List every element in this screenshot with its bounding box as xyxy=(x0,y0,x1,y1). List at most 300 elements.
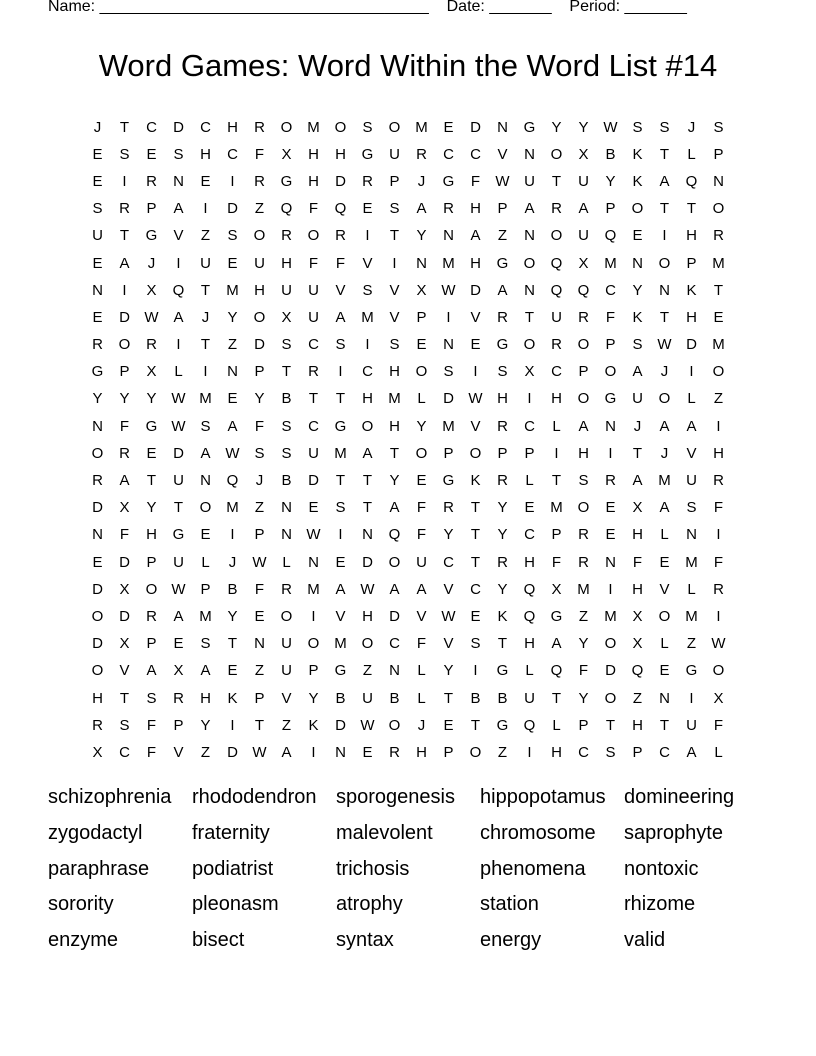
grid-cell[interactable]: K xyxy=(632,308,643,326)
grid-cell[interactable]: O xyxy=(145,580,158,598)
grid-cell[interactable]: H xyxy=(362,607,373,625)
grid-cell[interactable]: T xyxy=(335,390,346,408)
grid-cell[interactable]: A xyxy=(389,580,400,598)
grid-cell[interactable]: X xyxy=(119,580,130,598)
grid-cell[interactable]: A xyxy=(524,200,535,218)
grid-cell[interactable]: P xyxy=(632,743,643,761)
grid-cell[interactable]: O xyxy=(469,444,482,462)
grid-cell[interactable]: R xyxy=(497,472,508,490)
grid-cell[interactable]: U xyxy=(686,716,697,734)
grid-cell[interactable]: B xyxy=(281,390,292,408)
grid-cell[interactable]: X xyxy=(146,363,157,381)
grid-cell[interactable]: J xyxy=(93,118,102,136)
grid-cell[interactable]: M xyxy=(199,607,212,625)
grid-cell[interactable]: I xyxy=(446,308,451,326)
grid-cell[interactable]: N xyxy=(686,526,697,544)
grid-cell[interactable]: S xyxy=(497,363,508,381)
grid-cell[interactable]: D xyxy=(470,118,481,136)
grid-cell[interactable]: F xyxy=(335,254,346,272)
grid-cell[interactable]: T xyxy=(659,308,670,326)
grid-cell[interactable]: H xyxy=(632,580,643,598)
grid-cell[interactable]: F xyxy=(713,716,724,734)
grid-cell[interactable]: K xyxy=(497,607,508,625)
grid-cell[interactable]: M xyxy=(199,390,212,408)
grid-cell[interactable]: D xyxy=(92,580,103,598)
grid-cell[interactable]: I xyxy=(554,444,559,462)
grid-cell[interactable]: I xyxy=(311,743,316,761)
grid-cell[interactable]: J xyxy=(228,553,237,571)
grid-cell[interactable]: R xyxy=(146,336,157,354)
grid-cell[interactable]: E xyxy=(605,526,616,544)
grid-cell[interactable]: T xyxy=(389,444,400,462)
grid-cell[interactable]: I xyxy=(230,526,235,544)
grid-cell[interactable]: P xyxy=(389,172,400,190)
grid-cell[interactable]: L xyxy=(552,417,561,435)
grid-cell[interactable]: N xyxy=(443,336,454,354)
grid-cell[interactable]: N xyxy=(659,689,670,707)
grid-cell[interactable]: O xyxy=(388,118,401,136)
grid-cell[interactable]: T xyxy=(659,145,670,163)
grid-cell[interactable]: S xyxy=(686,499,697,517)
grid-cell[interactable]: T xyxy=(119,227,130,245)
grid-cell[interactable]: A xyxy=(578,417,589,435)
grid-cell[interactable]: Q xyxy=(226,472,239,490)
grid-cell[interactable]: H xyxy=(308,145,319,163)
grid-cell[interactable]: T xyxy=(200,336,211,354)
grid-cell[interactable]: E xyxy=(146,145,157,163)
grid-cell[interactable]: T xyxy=(308,390,319,408)
grid-cell[interactable]: O xyxy=(388,716,401,734)
grid-cell[interactable]: D xyxy=(362,553,373,571)
grid-cell[interactable]: C xyxy=(524,417,535,435)
grid-cell[interactable]: D xyxy=(686,336,697,354)
grid-cell[interactable]: G xyxy=(280,172,293,190)
grid-cell[interactable]: D xyxy=(173,118,184,136)
grid-cell[interactable]: S xyxy=(146,689,157,707)
grid-cell[interactable]: L xyxy=(525,472,534,490)
grid-cell[interactable]: Q xyxy=(523,580,536,598)
grid-cell[interactable]: E xyxy=(659,662,670,680)
grid-cell[interactable]: E xyxy=(416,336,427,354)
grid-cell[interactable]: H xyxy=(470,254,481,272)
grid-cell[interactable]: V xyxy=(686,444,697,462)
grid-cell[interactable]: A xyxy=(200,662,211,680)
grid-cell[interactable]: O xyxy=(253,227,266,245)
grid-cell[interactable]: Z xyxy=(227,336,238,354)
grid-cell[interactable]: T xyxy=(659,716,670,734)
grid-cell[interactable]: R xyxy=(308,363,319,381)
grid-cell[interactable]: J xyxy=(147,254,156,272)
grid-cell[interactable]: O xyxy=(469,743,482,761)
grid-cell[interactable]: S xyxy=(389,200,400,218)
grid-cell[interactable]: T xyxy=(119,118,130,136)
grid-cell[interactable]: E xyxy=(92,553,103,571)
grid-cell[interactable]: C xyxy=(389,635,400,653)
grid-cell[interactable]: G xyxy=(334,417,347,435)
grid-cell[interactable]: N xyxy=(92,417,103,435)
grid-cell[interactable]: H xyxy=(281,254,292,272)
grid-cell[interactable]: E xyxy=(227,254,238,272)
grid-cell[interactable]: T xyxy=(551,689,562,707)
grid-cell[interactable]: O xyxy=(91,662,104,680)
grid-cell[interactable]: Q xyxy=(550,281,563,299)
grid-cell[interactable]: N xyxy=(524,145,535,163)
grid-cell[interactable]: S xyxy=(632,336,643,354)
grid-cell[interactable]: N xyxy=(281,526,292,544)
grid-cell[interactable]: M xyxy=(685,607,698,625)
grid-cell[interactable]: F xyxy=(254,580,265,598)
grid-cell[interactable]: N xyxy=(524,227,535,245)
grid-cell[interactable]: D xyxy=(254,336,265,354)
grid-cell[interactable]: R xyxy=(281,580,292,598)
grid-cell[interactable]: N xyxy=(254,635,265,653)
grid-cell[interactable]: Y xyxy=(605,172,616,190)
grid-cell[interactable]: P xyxy=(551,526,562,544)
grid-cell[interactable]: P xyxy=(200,580,211,598)
grid-cell[interactable]: Q xyxy=(631,662,644,680)
grid-cell[interactable]: T xyxy=(470,553,481,571)
grid-cell[interactable]: E xyxy=(362,200,373,218)
grid-cell[interactable]: U xyxy=(92,227,103,245)
grid-cell[interactable]: E xyxy=(362,743,373,761)
grid-cell[interactable]: C xyxy=(551,363,562,381)
grid-cell[interactable]: C xyxy=(119,743,130,761)
date-blank[interactable]: _______ xyxy=(489,0,552,15)
grid-cell[interactable]: E xyxy=(659,553,670,571)
grid-cell[interactable]: M xyxy=(550,499,563,517)
grid-cell[interactable]: N xyxy=(200,472,211,490)
grid-cell[interactable]: H xyxy=(713,444,724,462)
grid-cell[interactable]: Y xyxy=(119,390,130,408)
grid-cell[interactable]: F xyxy=(119,526,130,544)
grid-cell[interactable]: E xyxy=(146,444,157,462)
grid-cell[interactable]: A xyxy=(335,308,346,326)
grid-cell[interactable]: S xyxy=(362,118,373,136)
grid-cell[interactable]: M xyxy=(307,118,320,136)
grid-cell[interactable]: L xyxy=(174,363,183,381)
grid-cell[interactable]: U xyxy=(578,172,589,190)
grid-cell[interactable]: I xyxy=(203,200,208,218)
grid-cell[interactable]: P xyxy=(119,363,130,381)
grid-cell[interactable]: W xyxy=(171,580,186,598)
grid-cell[interactable]: E xyxy=(200,526,211,544)
grid-cell[interactable]: L xyxy=(687,390,696,408)
grid-cell[interactable]: R xyxy=(443,200,454,218)
grid-cell[interactable]: S xyxy=(335,499,346,517)
grid-cell[interactable]: U xyxy=(632,390,643,408)
grid-cell[interactable]: Z xyxy=(713,390,724,408)
grid-cell[interactable]: Y xyxy=(578,635,589,653)
grid-cell[interactable]: R xyxy=(254,118,265,136)
grid-cell[interactable]: X xyxy=(524,363,535,381)
grid-cell[interactable]: L xyxy=(282,553,291,571)
grid-cell[interactable]: O xyxy=(604,689,617,707)
grid-cell[interactable]: X xyxy=(146,281,157,299)
grid-cell[interactable]: L xyxy=(201,553,210,571)
grid-cell[interactable]: O xyxy=(658,390,671,408)
grid-cell[interactable]: D xyxy=(389,607,400,625)
grid-cell[interactable]: U xyxy=(524,172,535,190)
grid-cell[interactable]: I xyxy=(122,172,127,190)
grid-cell[interactable]: P xyxy=(146,553,157,571)
grid-cell[interactable]: P xyxy=(497,200,508,218)
grid-cell[interactable]: S xyxy=(119,145,130,163)
grid-cell[interactable]: O xyxy=(388,553,401,571)
grid-cell[interactable]: F xyxy=(254,417,265,435)
grid-cell[interactable]: Z xyxy=(254,200,265,218)
grid-cell[interactable]: H xyxy=(524,553,535,571)
grid-cell[interactable]: H xyxy=(389,363,400,381)
grid-cell[interactable]: A xyxy=(659,172,670,190)
grid-cell[interactable]: W xyxy=(171,390,186,408)
grid-cell[interactable]: D xyxy=(227,200,238,218)
grid-cell[interactable]: S xyxy=(281,336,292,354)
grid-cell[interactable]: W xyxy=(360,580,375,598)
grid-cell[interactable]: A xyxy=(416,200,427,218)
grid-cell[interactable]: B xyxy=(389,689,400,707)
grid-cell[interactable]: M xyxy=(604,607,617,625)
grid-cell[interactable]: B xyxy=(605,145,616,163)
grid-cell[interactable]: G xyxy=(685,662,698,680)
grid-cell[interactable]: Q xyxy=(280,200,293,218)
grid-cell[interactable]: Z xyxy=(497,743,508,761)
grid-cell[interactable]: V xyxy=(416,607,427,625)
grid-cell[interactable]: U xyxy=(308,308,319,326)
grid-cell[interactable]: I xyxy=(689,689,694,707)
grid-cell[interactable]: I xyxy=(716,526,721,544)
grid-cell[interactable]: H xyxy=(578,444,589,462)
grid-cell[interactable]: J xyxy=(660,363,669,381)
grid-cell[interactable]: T xyxy=(254,716,265,734)
grid-cell[interactable]: N xyxy=(713,172,724,190)
grid-cell[interactable]: E xyxy=(443,118,454,136)
grid-cell[interactable]: D xyxy=(92,499,103,517)
grid-cell[interactable]: T xyxy=(470,716,481,734)
grid-cell[interactable]: O xyxy=(712,363,725,381)
grid-cell[interactable]: Z xyxy=(497,227,508,245)
grid-cell[interactable]: N xyxy=(92,526,103,544)
grid-cell[interactable]: N xyxy=(605,553,616,571)
grid-cell[interactable]: U xyxy=(686,472,697,490)
grid-cell[interactable]: T xyxy=(200,281,211,299)
grid-cell[interactable]: P xyxy=(605,336,616,354)
grid-cell[interactable]: N xyxy=(308,553,319,571)
grid-cell[interactable]: T xyxy=(551,172,562,190)
grid-cell[interactable]: S xyxy=(281,444,292,462)
grid-cell[interactable]: C xyxy=(659,743,670,761)
grid-cell[interactable]: F xyxy=(416,635,427,653)
grid-cell[interactable]: H xyxy=(335,145,346,163)
grid-cell[interactable]: U xyxy=(173,472,184,490)
grid-cell[interactable]: N xyxy=(605,417,616,435)
grid-cell[interactable]: G xyxy=(145,227,158,245)
grid-cell[interactable]: Z xyxy=(578,607,589,625)
grid-cell[interactable]: E xyxy=(308,499,319,517)
grid-cell[interactable]: O xyxy=(334,118,347,136)
grid-cell[interactable]: O xyxy=(550,145,563,163)
grid-cell[interactable]: E xyxy=(200,172,211,190)
grid-cell[interactable]: R xyxy=(362,172,373,190)
grid-cell[interactable]: M xyxy=(712,254,725,272)
grid-cell[interactable]: X xyxy=(119,635,130,653)
grid-cell[interactable]: A xyxy=(200,444,211,462)
grid-cell[interactable]: A xyxy=(686,417,697,435)
grid-cell[interactable]: H xyxy=(362,390,373,408)
grid-cell[interactable]: I xyxy=(230,172,235,190)
grid-cell[interactable]: P xyxy=(173,716,184,734)
grid-cell[interactable]: X xyxy=(92,743,103,761)
grid-cell[interactable]: I xyxy=(338,526,343,544)
grid-cell[interactable]: X xyxy=(713,689,724,707)
grid-cell[interactable]: R xyxy=(497,417,508,435)
grid-cell[interactable]: Q xyxy=(550,662,563,680)
grid-cell[interactable]: H xyxy=(227,118,238,136)
grid-cell[interactable]: A xyxy=(632,363,643,381)
grid-cell[interactable]: V xyxy=(389,281,400,299)
grid-cell[interactable]: Y xyxy=(497,526,508,544)
grid-cell[interactable]: G xyxy=(496,716,509,734)
grid-cell[interactable]: P xyxy=(578,716,589,734)
grid-cell[interactable]: Z xyxy=(281,716,292,734)
grid-cell[interactable]: E xyxy=(632,227,643,245)
grid-cell[interactable]: J xyxy=(660,444,669,462)
grid-cell[interactable]: K xyxy=(227,689,238,707)
grid-cell[interactable]: S xyxy=(713,118,724,136)
grid-cell[interactable]: I xyxy=(473,662,478,680)
grid-cell[interactable]: T xyxy=(551,472,562,490)
grid-cell[interactable]: G xyxy=(442,172,455,190)
grid-cell[interactable]: R xyxy=(551,200,562,218)
grid-cell[interactable]: T xyxy=(146,472,157,490)
grid-cell[interactable]: T xyxy=(470,526,481,544)
grid-cell[interactable]: Z xyxy=(200,743,211,761)
grid-cell[interactable]: A xyxy=(416,580,427,598)
grid-cell[interactable]: I xyxy=(311,607,316,625)
grid-cell[interactable]: O xyxy=(658,607,671,625)
grid-cell[interactable]: M xyxy=(226,499,239,517)
grid-cell[interactable]: K xyxy=(308,716,319,734)
grid-cell[interactable]: F xyxy=(416,526,427,544)
grid-cell[interactable]: O xyxy=(199,499,212,517)
grid-cell[interactable]: O xyxy=(523,336,536,354)
grid-cell[interactable]: S xyxy=(578,472,589,490)
grid-cell[interactable]: E xyxy=(443,716,454,734)
grid-cell[interactable]: H xyxy=(200,145,211,163)
grid-cell[interactable]: X xyxy=(173,662,184,680)
grid-cell[interactable]: U xyxy=(281,662,292,680)
grid-cell[interactable]: C xyxy=(308,336,319,354)
grid-cell[interactable]: P xyxy=(713,145,724,163)
grid-cell[interactable]: P xyxy=(605,200,616,218)
grid-cell[interactable]: C xyxy=(524,526,535,544)
grid-cell[interactable]: Y xyxy=(416,227,427,245)
grid-cell[interactable]: O xyxy=(550,227,563,245)
grid-cell[interactable]: E xyxy=(173,635,184,653)
grid-cell[interactable]: O xyxy=(361,417,374,435)
grid-cell[interactable]: T xyxy=(497,635,508,653)
grid-cell[interactable]: U xyxy=(362,689,373,707)
grid-cell[interactable]: U xyxy=(254,254,265,272)
grid-cell[interactable]: C xyxy=(308,417,319,435)
grid-cell[interactable]: N xyxy=(389,662,400,680)
grid-cell[interactable]: D xyxy=(173,444,184,462)
grid-cell[interactable]: A xyxy=(389,499,400,517)
grid-cell[interactable]: I xyxy=(122,281,127,299)
grid-cell[interactable]: M xyxy=(658,472,671,490)
grid-cell[interactable]: D xyxy=(605,662,616,680)
grid-cell[interactable]: T xyxy=(173,499,184,517)
grid-cell[interactable]: T xyxy=(659,200,670,218)
grid-cell[interactable]: T xyxy=(281,363,292,381)
grid-cell[interactable]: I xyxy=(473,363,478,381)
grid-cell[interactable]: G xyxy=(496,662,509,680)
grid-cell[interactable]: R xyxy=(443,499,454,517)
grid-cell[interactable]: S xyxy=(632,118,643,136)
grid-cell[interactable]: Q xyxy=(577,281,590,299)
grid-cell[interactable]: O xyxy=(577,390,590,408)
grid-cell[interactable]: D xyxy=(335,172,346,190)
grid-cell[interactable]: N xyxy=(443,227,454,245)
grid-cell[interactable]: I xyxy=(716,417,721,435)
grid-cell[interactable]: F xyxy=(713,499,724,517)
grid-cell[interactable]: W xyxy=(360,716,375,734)
grid-cell[interactable]: A xyxy=(497,281,508,299)
grid-cell[interactable]: S xyxy=(605,743,616,761)
grid-cell[interactable]: Y xyxy=(200,716,211,734)
grid-cell[interactable]: X xyxy=(281,145,292,163)
grid-cell[interactable]: B xyxy=(497,689,508,707)
grid-cell[interactable]: R xyxy=(92,716,103,734)
grid-cell[interactable]: J xyxy=(201,308,210,326)
grid-cell[interactable]: Z xyxy=(254,662,265,680)
grid-cell[interactable]: X xyxy=(119,499,130,517)
grid-cell[interactable]: T xyxy=(686,200,697,218)
grid-cell[interactable]: I xyxy=(527,743,532,761)
grid-cell[interactable]: Q xyxy=(550,254,563,272)
grid-cell[interactable]: C xyxy=(470,580,481,598)
grid-cell[interactable]: T xyxy=(335,472,346,490)
grid-cell[interactable]: A xyxy=(173,200,184,218)
grid-cell[interactable]: B xyxy=(335,689,346,707)
grid-cell[interactable]: K xyxy=(632,172,643,190)
grid-cell[interactable]: F xyxy=(119,417,130,435)
grid-cell[interactable]: G xyxy=(334,662,347,680)
grid-cell[interactable]: J xyxy=(417,716,426,734)
grid-cell[interactable]: C xyxy=(470,145,481,163)
grid-cell[interactable]: H xyxy=(92,689,103,707)
grid-cell[interactable]: V xyxy=(335,281,346,299)
grid-cell[interactable]: S xyxy=(281,417,292,435)
grid-cell[interactable]: O xyxy=(280,118,293,136)
grid-cell[interactable]: V xyxy=(497,145,508,163)
grid-cell[interactable]: R xyxy=(119,200,130,218)
grid-cell[interactable]: D xyxy=(227,743,238,761)
grid-cell[interactable]: C xyxy=(605,281,616,299)
grid-cell[interactable]: X xyxy=(578,254,589,272)
grid-cell[interactable]: S xyxy=(659,118,670,136)
grid-cell[interactable]: H xyxy=(686,227,697,245)
grid-cell[interactable]: P xyxy=(416,308,427,326)
grid-cell[interactable]: F xyxy=(713,553,724,571)
grid-cell[interactable]: E xyxy=(524,499,535,517)
grid-cell[interactable]: S xyxy=(119,716,130,734)
grid-cell[interactable]: I xyxy=(392,254,397,272)
period-blank[interactable]: _______ xyxy=(624,0,687,15)
grid-cell[interactable]: R xyxy=(713,227,724,245)
grid-cell[interactable]: Y xyxy=(578,118,589,136)
grid-cell[interactable]: L xyxy=(687,145,696,163)
grid-cell[interactable]: K xyxy=(632,145,643,163)
